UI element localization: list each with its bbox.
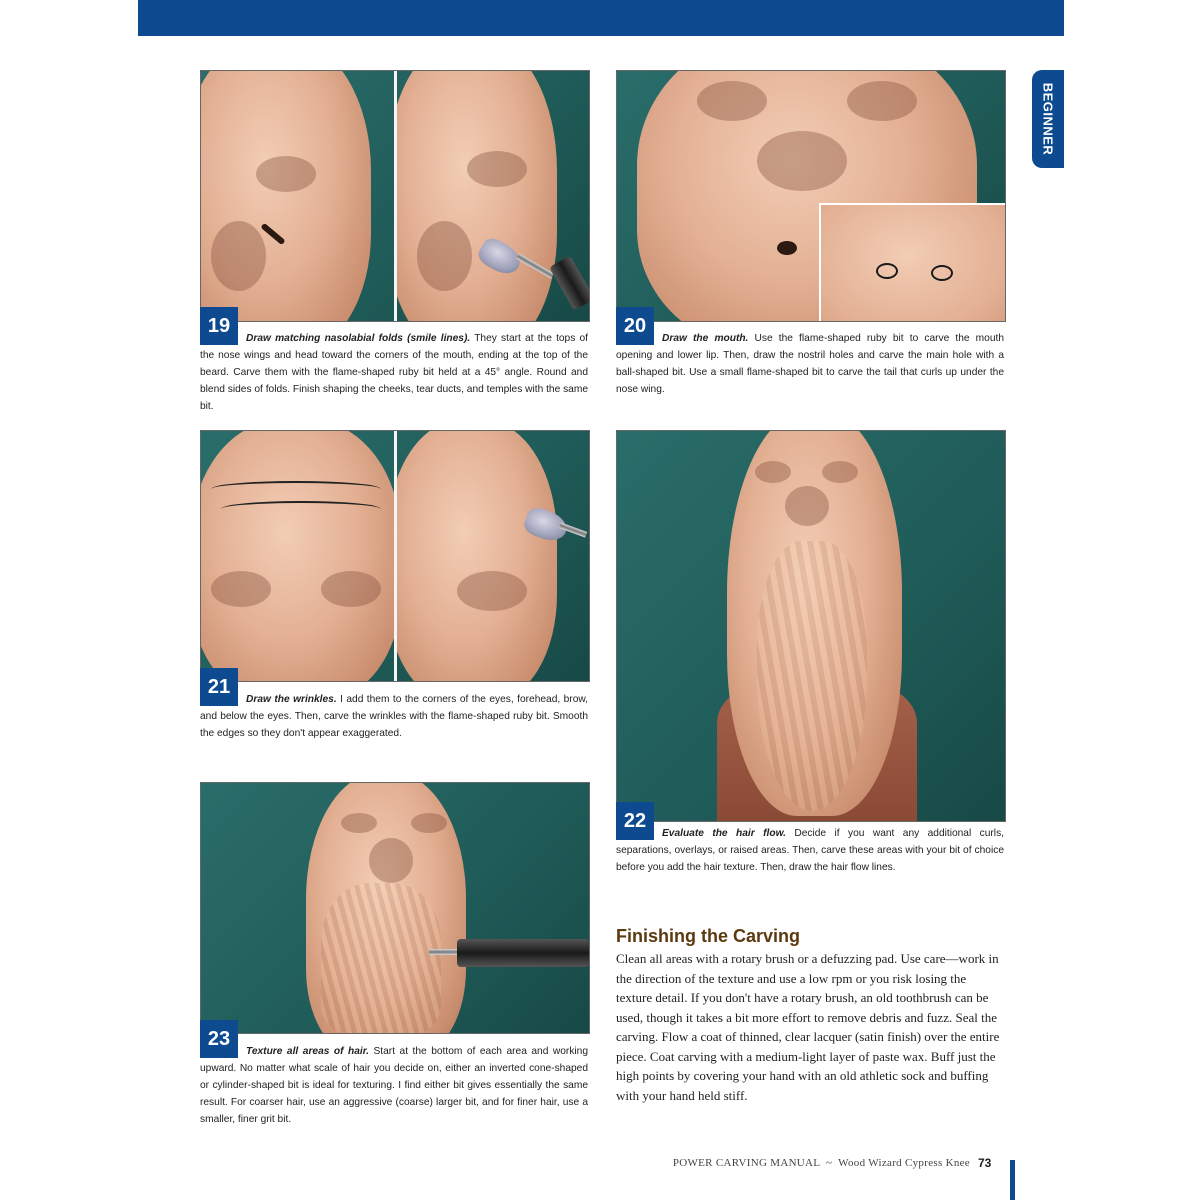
- rotary-tool: [549, 255, 589, 310]
- step-number-22: 22: [616, 802, 654, 840]
- photo-19-right: [397, 71, 589, 321]
- eye: [467, 151, 527, 187]
- rotary-tool: [457, 939, 589, 967]
- top-color-bar: [138, 0, 1064, 36]
- photo-20-inset: [819, 203, 1006, 322]
- caption-text: Decide if you want any additional curls, separations, overlays, or raised areas. Then, carve these areas with your bit of choice before you add the hair texture. Then, draw the hair flow lines.: [616, 828, 1004, 873]
- caption-step-21: [200, 691, 588, 742]
- photo-21-right: [397, 431, 589, 681]
- eye: [697, 81, 767, 121]
- caption-step-20: [616, 330, 1004, 398]
- caption-lead: Evaluate the hair flow.: [662, 828, 786, 839]
- wrinkle-line: [221, 501, 381, 517]
- nose: [211, 221, 266, 291]
- beard: [321, 883, 441, 1033]
- nose: [369, 838, 413, 883]
- section-body: Clean all areas with a rotary brush or a defuzzing pad. Use care—work in the direction of the texture and use a low rpm or you risk losing the texture detail. If you don't have a rotary brush, an old toothbrush can be used, though it takes a bit more effort to remove debris and fuzz. Seal the carving. Flow a coat of thinned, clear lacquer (satin finish) over the entire piece. Coat carving with a medium-light layer of paste wax. Buff just the high points by covering your hand with an old athletic sock and buffing with your hand held stiff.: [616, 951, 1000, 1103]
- eye: [321, 571, 381, 607]
- carved-face: [397, 71, 557, 321]
- photo-step-21: [200, 430, 590, 682]
- beard: [757, 541, 867, 811]
- eye: [457, 571, 527, 611]
- eye: [256, 156, 316, 192]
- mouth-opening: [777, 241, 797, 255]
- nose: [785, 486, 829, 526]
- page-number: 73: [978, 1156, 992, 1170]
- photo-21-left: [201, 431, 394, 681]
- eye: [341, 813, 377, 833]
- step-number-21: 21: [200, 668, 238, 706]
- photo-step-19: [200, 70, 590, 322]
- eye: [411, 813, 447, 833]
- footer-text: POWER CARVING MANUAL ~ Wood Wizard Cypress Knee: [672, 1157, 970, 1169]
- step-number-19: 19: [200, 307, 238, 345]
- caption-text: I add them to the corners of the eyes, forehead, brow, and below the eyes. Then, carve the wrinkles with the flame-shaped ruby bit. Smooth the edges so they don't appear exaggerated.: [200, 694, 588, 739]
- caption-step-22: [616, 825, 1004, 876]
- caption-text: Start at the bottom of each area and working upward. No matter what scale of hair you decide on, either an inverted cone-shaped or cylinder-shaped bit is ideal for texturing. I find either bit gives essentially the same result. For coarser hair, use an aggressive (coarse) larger bit, and for finer hair, use a smaller, finer grit bit.: [200, 1046, 589, 1125]
- nose: [417, 221, 472, 291]
- bit-shaft: [429, 949, 459, 955]
- nostril-drawing: [876, 263, 898, 279]
- step-number-20: 20: [616, 307, 654, 345]
- section-tab-label: BEGINNER: [1040, 82, 1056, 156]
- eye: [822, 461, 858, 483]
- caption-lead: Draw the mouth.: [662, 333, 749, 344]
- step-number-23: 23: [200, 1020, 238, 1058]
- carved-face: [201, 431, 394, 681]
- photo-19-left: [201, 71, 394, 321]
- section-heading: Finishing the Carving: [616, 926, 801, 946]
- nostril-drawing: [931, 265, 953, 281]
- caption-lead: Texture all areas of hair.: [246, 1046, 369, 1057]
- running-footer: [560, 1157, 970, 1169]
- section-tab: [1032, 70, 1064, 168]
- photo-step-20: [616, 70, 1006, 322]
- carved-face: [397, 431, 557, 681]
- caption-text: Use the flame-shaped ruby bit to carve the mouth opening and lower lip. Then, draw the nostril holes and carve the main hole with a ball-shaped bit. Use a small flame-shaped bit to carve the tail that curls up under the nose wing.: [616, 333, 1004, 395]
- nose: [757, 131, 847, 191]
- caption-step-19: [200, 330, 588, 415]
- photo-step-22: [616, 430, 1006, 822]
- wrinkle-line: [211, 481, 381, 497]
- caption-text: They start at the tops of the nose wings and head toward the corners of the mouth, ending at the top of the beard. Carve them with the flame-shaped ruby bit held at a 45° angle. Round and blend sides of folds. Finish shaping the cheeks, tear ducts, and temples with the same bit.: [200, 333, 589, 412]
- carved-face-closeup: [819, 203, 1006, 322]
- caption-lead: Draw matching nasolabial folds (smile lines).: [246, 333, 471, 344]
- caption-step-23: [200, 1043, 588, 1128]
- eye: [211, 571, 271, 607]
- photo-step-23: [200, 782, 590, 1034]
- footer-color-bar: [1010, 1160, 1015, 1200]
- caption-lead: Draw the wrinkles.: [246, 694, 337, 705]
- eye: [847, 81, 917, 121]
- eye: [755, 461, 791, 483]
